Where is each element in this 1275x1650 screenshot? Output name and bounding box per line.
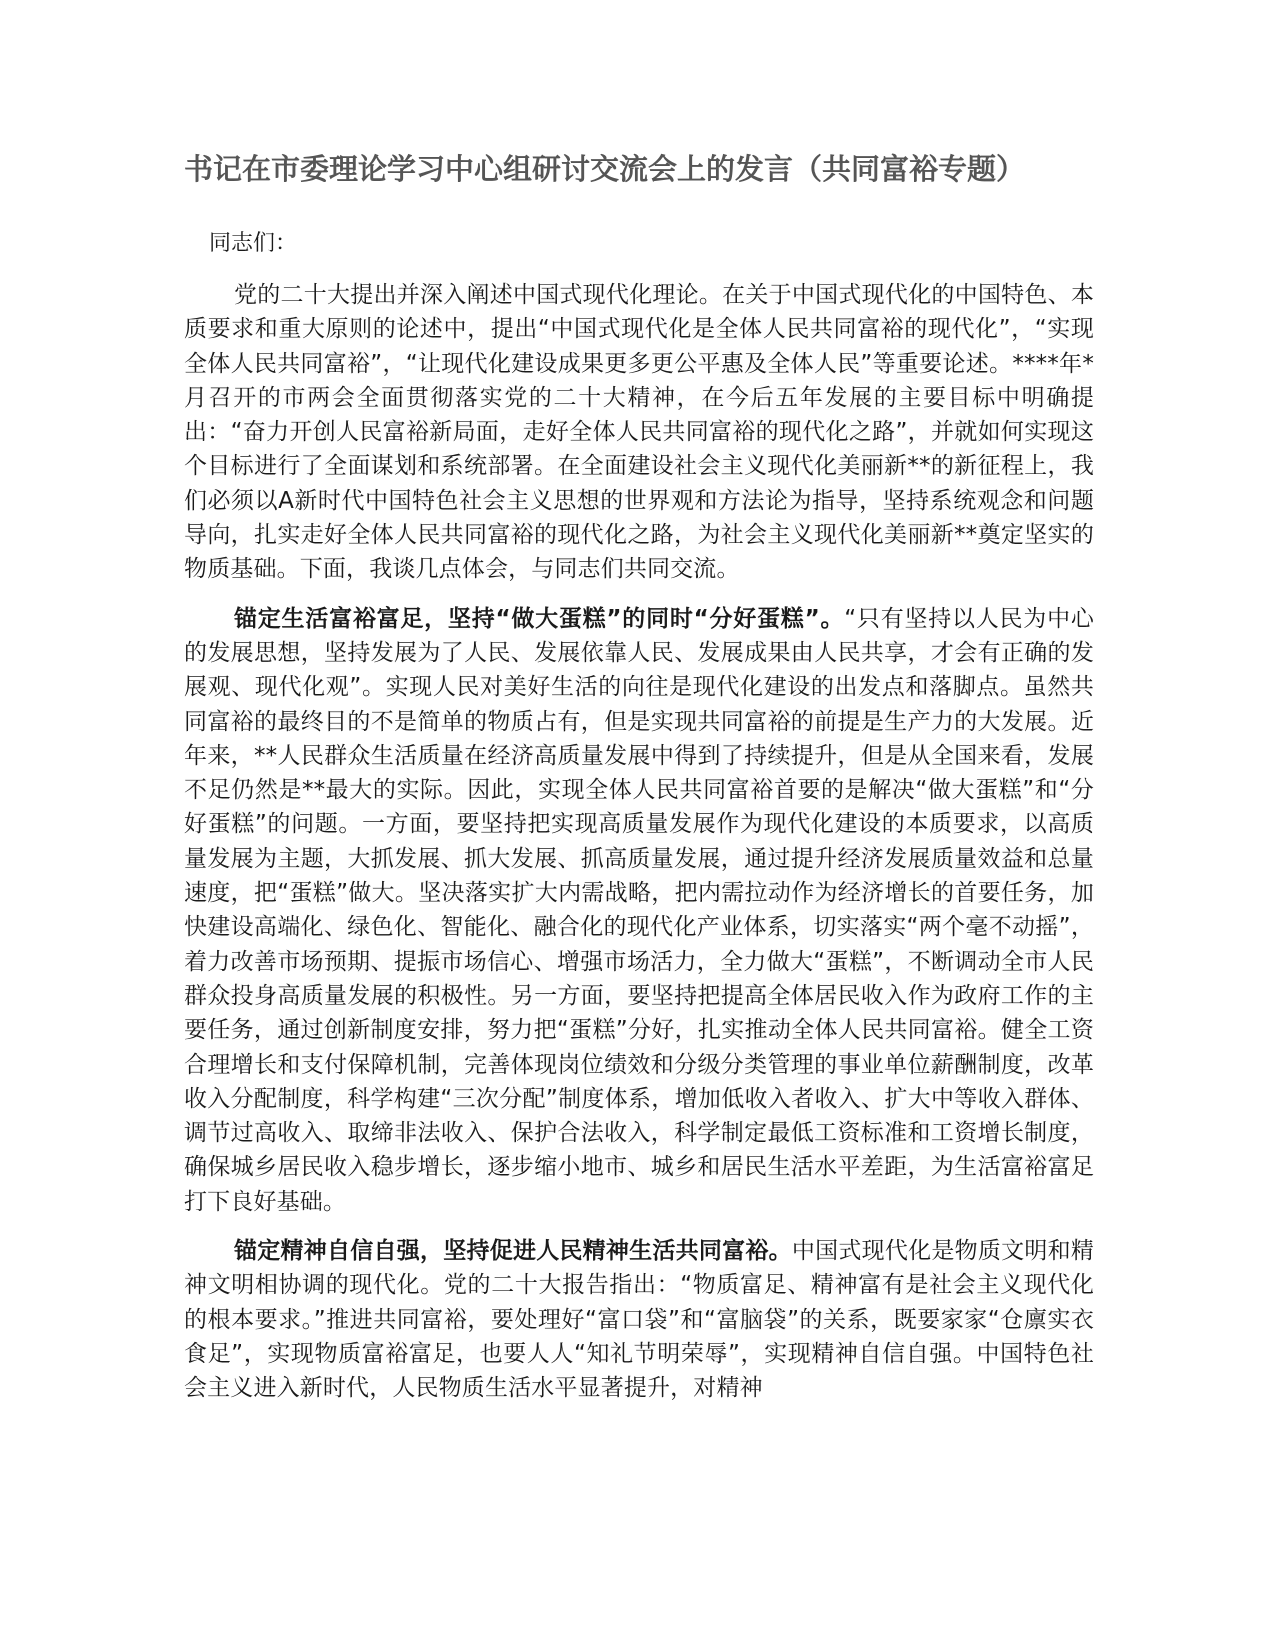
- paragraph-text: “只有坚持以人民为中心的发展思想，坚持发展为了人民、发展依靠人民、发展成果由人民共享，才会有正确的发展观、现代化观”。实现人民对美好生活的向往是现代化建设的出发点和落脚点。虽然共同富裕的最终目的不是简单的物质占有，但是实现共同富裕的前提是生产力的大发展。近年来，**人民群众生活质量在经济高质量发展中得到了持续提升，但是从全国来看，发展不足仍然是**最大的实际。因此，实现全体人民共同富裕首要的是解决“做大蛋糕”和“分好蛋糕”的问题。一方面，要坚持把实现高质量发展作为现代化建设的本质要求，以高质量发展为主题，大抓发展、抓大发展、抓高质量发展，通过提升经济发展质量效益和总量速度，把“蛋糕”做大。坚决落实扩大内需战略，把内需拉动作为经济增长的首要任务，加快建设高端化、绿色化、智能化、融合化的现代化产业体系，切实落实“两个毫不动摇”，着力改善市场预期、提振市场信心、增强市场活力，全力做大“蛋糕”，不断调动全市人民群众投身高质量发展的积极性。另一方面，要坚持把提高全体居民收入作为政府工作的主要任务，通过创新制度安排，努力把“蛋糕”分好，扎实推动全体人民共同富裕。健全工资合理增长和支付保障机制，完善体现岗位绩效和分级分类管理的事业单位薪酬制度，改革收入分配制度，科学构建“三次分配”制度体系，增加低收入者收入、扩大中等收入群体、调节过高收入、取缔非法收入、保护合法收入，科学制定最低工资标准和工资增长制度，确保城乡居民收入稳步增长，逐步缩小地市、城乡和居民生活水平差距，为生活富裕富足打下良好基础。: [184, 605, 1094, 1215]
- document-title: 书记在市委理论学习中心组研讨交流会上的发言（共同富裕专题）: [184, 152, 1026, 186]
- paragraph-text: 中国式现代化是物质文明和精神文明相协调的现代化。党的二十大报告指出：“物质富足、精神富有是社会主义现代化的根本要求。”推进共同富裕，要处理好“富口袋”和“富脑袋”的关系，既要家家“仓廪实衣食足”，实现物质富裕富足，也要人人“知礼节明荣辱”，实现精神自信自强。中国特色社会主义进入新时代，人民物质生活水平显著提升，对精神: [184, 1238, 1095, 1402]
- document-body: [184, 278, 1094, 1421]
- paragraph-material-wealth: [184, 602, 1094, 1219]
- paragraph-text: 党的二十大提出并深入阐述中国式现代化理论。在关于中国式现代化的中国特色、本质要求和重大原则的论述中，提出“中国式现代化是全体人民共同富裕的现代化”，“实现全体人民共同富裕”，“让现代化建设成果更多更公平惠及全体人民”等重要论述。****年*月召开的市两会全面贯彻落实党的二十大精神，在今后五年发展的主要目标中明确提出：“奋力开创人民富裕新局面，走好全体人民共同富裕的现代化之路”，并就如何实现这个目标进行了全面谋划和系统部署。在全面建设社会主义现代化美丽新**的新征程上，我们必须以A新时代中国特色社会主义思想的世界观和方法论为指导，坚持系统观念和问题导向，扎实走好全体人民共同富裕的现代化之路，为社会主义现代化美丽新**奠定坚实的物质基础。下面，我谈几点体会，与同志们共同交流。: [184, 282, 1094, 583]
- paragraph-intro: [184, 278, 1094, 587]
- paragraph-spiritual-wealth: [184, 1234, 1094, 1405]
- salutation: 同志们：: [209, 231, 298, 256]
- paragraph-lead: 锚定精神自信自强，坚持促进人民精神生活共同富裕。: [234, 1238, 792, 1265]
- paragraph-lead: 锚定生活富裕富足，坚持“做大蛋糕”的同时“分好蛋糕”。: [234, 605, 845, 632]
